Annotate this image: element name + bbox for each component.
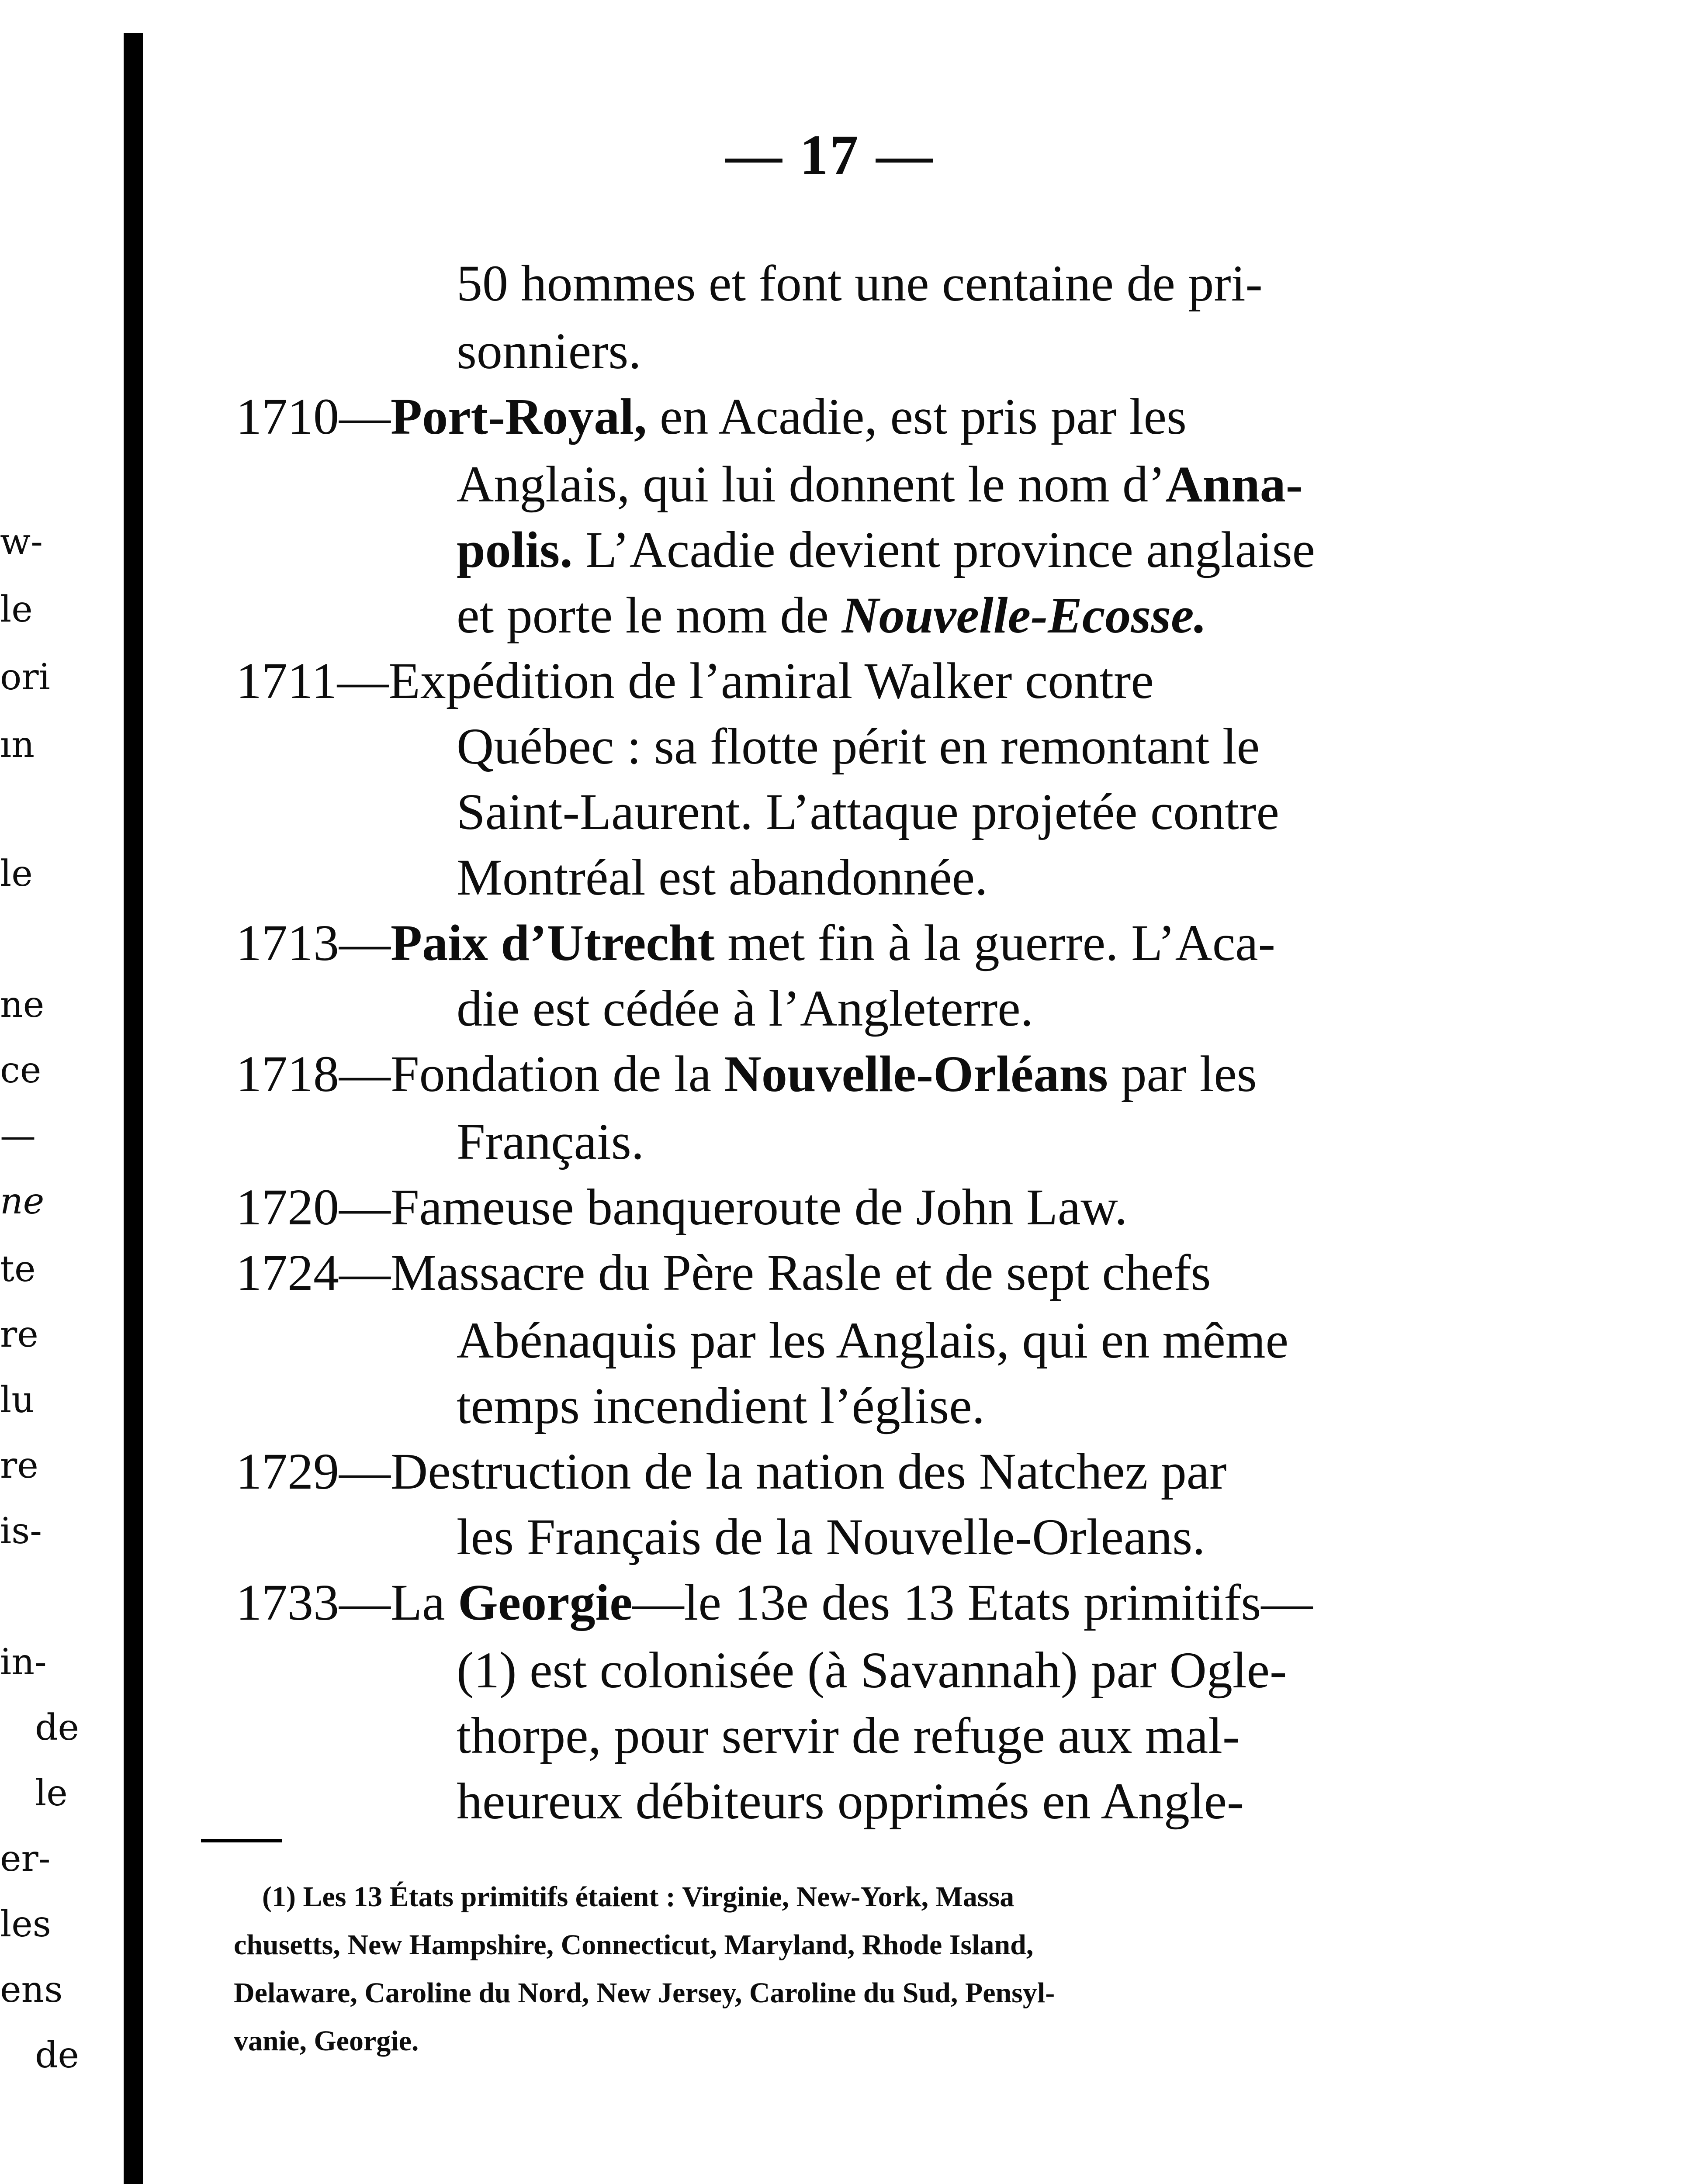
text-line: sonniers. (457, 322, 641, 380)
entry-text: L’Acadie devient province anglaise (572, 521, 1316, 578)
entry-text: Destruction de la nation des Natchez par (391, 1443, 1227, 1500)
text-line: thorpe, pour servir de refuge aux mal- (457, 1707, 1240, 1764)
chronology-entry-1724 (236, 1244, 1211, 1301)
entry-year: 1729— (236, 1443, 391, 1500)
chronology-entry-1718 (236, 1045, 1257, 1102)
entry-year: 1733— (236, 1574, 391, 1631)
left-fragment: ne (0, 984, 45, 1026)
chronology-entry-1729 (236, 1443, 1227, 1500)
left-fragment: in- (0, 1641, 47, 1683)
entry-text: —le 13e des 13 Etats primitifs— (632, 1574, 1313, 1631)
entry-year: 1718— (236, 1045, 391, 1102)
text-line: les Français de la Nouvelle-Orleans. (457, 1508, 1205, 1565)
text-line: Montréal est abandonnée. (457, 849, 988, 906)
text-line: Québec : sa flotte périt en remontant le (457, 718, 1260, 775)
left-fragment: w- (0, 521, 43, 563)
left-fragment: le (0, 853, 33, 895)
left-fragment: lu (0, 1379, 35, 1421)
footnote-line: (1) Les 13 États primitifs étaient : Virginie, New-York, Massa (262, 1881, 1014, 1913)
footnote-line: Delaware, Caroline du Nord, New Jersey, Caroline du Sud, Pensyl- (234, 1977, 1055, 2009)
entry-text: La (391, 1574, 458, 1631)
entry-text: Massacre du Père Rasle et de sept chefs (391, 1244, 1211, 1301)
entry-highlight: Paix d’Utrecht (391, 914, 715, 971)
text-line: die est cédée à l’Angleterre. (457, 980, 1034, 1037)
left-fragment: — (0, 1115, 36, 1157)
entry-text: en Acadie, est pris par les (647, 388, 1187, 445)
left-fragment: ce (0, 1050, 42, 1091)
text-line: (1) est colonisée (à Savannah) par Ogle- (457, 1641, 1287, 1699)
text-line: Abénaquis par les Anglais, qui en même (457, 1312, 1288, 1369)
left-fragment: les (0, 1904, 51, 1945)
left-fragment: re (0, 1445, 38, 1486)
entry-text: par les (1108, 1045, 1257, 1102)
text-line: 50 hommes et font une centaine de pri- (457, 255, 1263, 312)
left-fragment: de (35, 2035, 80, 2076)
text-line: temps incendient l’église. (457, 1377, 985, 1434)
entry-highlight: Anna- (1165, 456, 1303, 513)
entry-text: Expédition de l’amiral Walker contre (388, 652, 1154, 709)
text-line (457, 521, 1316, 578)
entry-year: 1713— (236, 914, 391, 971)
footnote-line: vanie, Georgie. (234, 2025, 419, 2057)
entry-text: Fondation de la (391, 1045, 724, 1102)
footnote-rule (201, 1839, 282, 1842)
entry-text: et porte le nom de (457, 587, 842, 644)
entry-year: 1724— (236, 1244, 391, 1301)
text-line (457, 587, 1207, 644)
text-line: heureux débiteurs opprimés en Angle- (457, 1773, 1244, 1830)
left-fragment: ne (0, 1181, 45, 1222)
entry-text: Fameuse banqueroute de John Law. (391, 1178, 1128, 1236)
chronology-entry-1733 (236, 1574, 1313, 1631)
left-fragment: de (35, 1707, 80, 1749)
entry-highlight: Georgie (457, 1574, 633, 1631)
left-fragment: le (35, 1773, 68, 1814)
left-fragment: re (0, 1314, 38, 1355)
entry-italic: Nouvelle-Ecosse. (841, 587, 1207, 644)
text-line: Français. (457, 1113, 644, 1170)
left-fragment: le (0, 589, 33, 630)
left-fragment: is- (0, 1510, 42, 1552)
footnote-line: chusetts, New Hampshire, Connecticut, Maryland, Rhode Island, (234, 1929, 1034, 1961)
left-fragment: ens (0, 1969, 63, 2011)
chronology-entry-1710 (236, 388, 1187, 445)
page-number: — 17 — (725, 124, 935, 187)
left-fragment: ın (0, 724, 35, 766)
chronology-entry-1720 (236, 1178, 1128, 1236)
entry-highlight: Nouvelle-Orléans (724, 1045, 1108, 1102)
entry-text: met fin à la guerre. L’Aca- (714, 914, 1275, 971)
entry-highlight: Port-Royal, (391, 388, 647, 445)
text-line (457, 456, 1303, 513)
chronology-entry-1711 (236, 652, 1154, 709)
entry-year: 1711— (236, 652, 389, 709)
left-fragment: ori (0, 657, 50, 698)
text-line: Saint-Laurent. L’attaque projetée contre (457, 783, 1279, 840)
chronology-entry-1713 (236, 914, 1275, 971)
entry-year: 1720— (236, 1178, 391, 1236)
left-fragment: er- (0, 1838, 51, 1880)
left-fragment: te (0, 1248, 36, 1290)
binding-rule (124, 33, 143, 2184)
entry-year: 1710— (236, 388, 391, 445)
entry-text: Anglais, qui lui donnent le nom d’ (457, 456, 1166, 513)
entry-highlight: polis. (457, 521, 573, 578)
